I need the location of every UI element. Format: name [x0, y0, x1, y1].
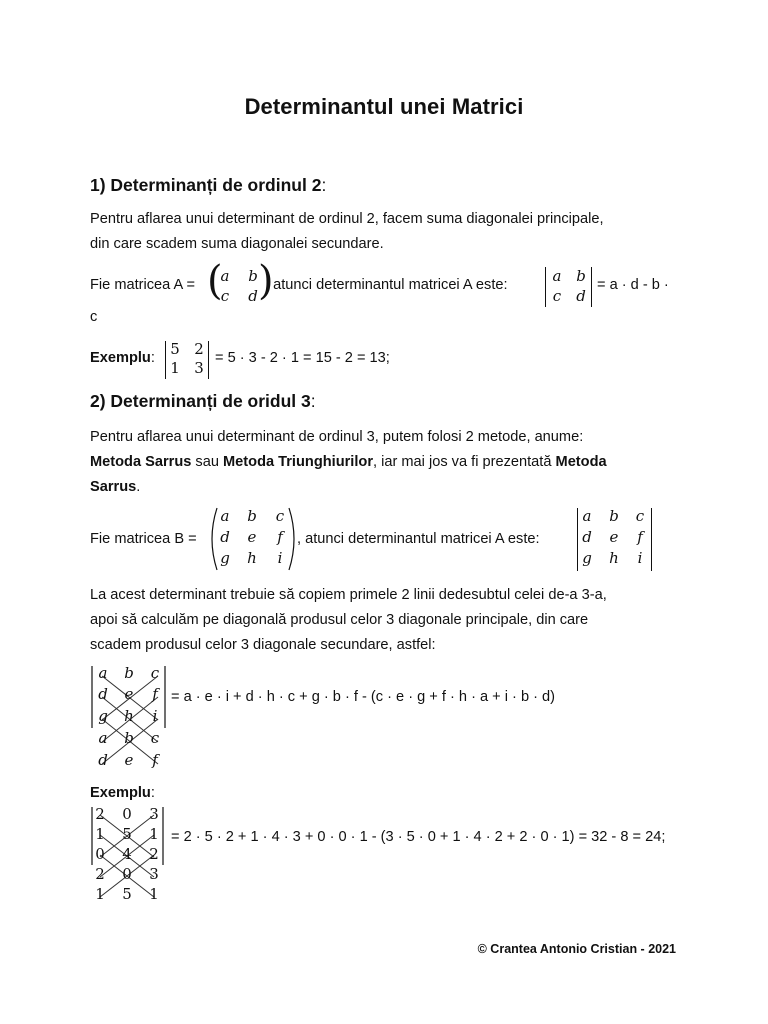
det-a-cell: a — [552, 267, 562, 285]
det-a — [543, 266, 593, 308]
det-b-cell: h — [609, 549, 619, 567]
sarrus-cell: b — [124, 729, 134, 747]
intro-text: , iar mai jos va fi prezentată — [373, 454, 556, 470]
example-1-label-text: Exemplu — [90, 350, 151, 366]
matrix-a — [207, 258, 274, 308]
sarrus-cell: d — [98, 685, 108, 703]
method-sarrus-label: Metoda Sarrus — [90, 454, 192, 470]
example-1-cell: 5 — [170, 340, 180, 358]
example-2-label-text: Exemplu — [90, 785, 151, 801]
det-b-cell: d — [582, 528, 592, 546]
example-1-result: = 5 · 3 - 2 · 1 = 15 - 2 = 13; — [215, 350, 390, 366]
example-1-label — [90, 350, 155, 366]
matrix-b-cell: i — [277, 549, 283, 567]
section-1-heading-text: 1) Determinanți de ordinul 2 — [90, 175, 322, 195]
example-2-cell: 0 — [122, 865, 132, 883]
matrix-a-left-paren: ( — [207, 258, 223, 304]
matrix-a-cell: c — [220, 287, 230, 305]
det-a-formula-wrap: c — [90, 309, 98, 325]
method-triangles-label: Metoda Triunghiurilor — [223, 454, 374, 470]
det-b-right-bar — [651, 508, 652, 571]
description-line-2: apoi să calculăm pe diagonală produsul celor 3 diagonale principale, din care — [90, 612, 589, 628]
sarrus-cell: c — [150, 729, 160, 747]
example-2-cell: 2 — [149, 845, 159, 863]
det-a-formula: = a · d - b · — [597, 277, 669, 293]
sarrus-cell: e — [124, 685, 134, 703]
matrix-a-definition — [90, 277, 195, 293]
sarrus-formula: = a · e · i + d · h · c + g · b · f - (c · e · g + f · h · a + i · b · d) — [171, 689, 556, 705]
example-2-cell: 0 — [95, 845, 105, 863]
description-line-1: La acest determinant trebuie să copiem primele 2 linii dedesubtul celei de-a 3-a, — [90, 587, 607, 603]
matrix-a-prefix: Fie matricea A = — [90, 277, 196, 293]
description-line-3: scadem produsul celor 3 diagonale secundare, astfel: — [90, 637, 436, 653]
det-b-cell: a — [582, 507, 592, 525]
section-1-heading — [90, 175, 326, 196]
det-a-cell: d — [576, 287, 586, 305]
det-b-cell: i — [637, 549, 643, 567]
matrix-a-mid-text: , atunci determinantul matricei A este: — [265, 277, 508, 293]
example-2-cell: 1 — [95, 825, 105, 843]
matrix-a-right-paren: ) — [258, 258, 274, 304]
matrix-b-cell: f — [277, 528, 283, 546]
example-2-cell: 3 — [149, 865, 159, 883]
matrix-b-cell: d — [220, 528, 230, 546]
example-2-cell: 3 — [149, 805, 159, 823]
example-2-label-colon: : — [150, 785, 155, 801]
matrix-b-prefix: Fie matricea B = — [90, 531, 197, 547]
det-b-cell: c — [635, 507, 645, 525]
sarrus-cell: b — [124, 664, 134, 682]
intro-text: sau — [191, 454, 224, 470]
intro-period: . — [136, 479, 141, 495]
example-1-right-bar — [208, 341, 209, 379]
det-b-cell: b — [609, 507, 619, 525]
matrix-b-cell: a — [220, 507, 230, 525]
page-title: Determinantul unei Matrici — [244, 94, 524, 119]
example-1-label-colon: : — [150, 350, 155, 366]
det-a-left-bar — [545, 267, 546, 307]
section-2-intro-line-3 — [90, 475, 690, 500]
example-1-cell: 1 — [170, 359, 180, 377]
matrix-b-mid-text: , atunci determinantul matricei A este: — [297, 531, 540, 547]
example-2-cell: 1 — [149, 825, 159, 843]
det-b-cell: f — [637, 528, 643, 546]
section-1-paragraph-line-1: Pentru aflarea unui determinant de ordinul 2, facem suma diagonalei principale, — [90, 211, 604, 227]
example-2-cell: 2 — [95, 865, 105, 883]
sarrus-cell: d — [98, 751, 108, 769]
example-2-cell: 0 — [122, 805, 132, 823]
matrix-a-cell: a — [220, 267, 230, 285]
det-a-cell: c — [552, 287, 562, 305]
section-2-intro-line-1: Pentru aflarea unui determinant de ordinul 3, putem folosi 2 metode, anume: — [90, 429, 584, 445]
example-1-cell: 3 — [194, 359, 204, 377]
section-2-heading-colon: : — [310, 391, 316, 411]
section-2-intro — [90, 425, 690, 500]
section-2-heading — [90, 391, 316, 412]
matrix-b-cell: e — [247, 528, 257, 546]
method-word: Metoda — [555, 454, 607, 470]
section-2-heading-text: 2) Determinanți de oridul 3 — [90, 391, 311, 411]
sarrus-cell: f — [152, 685, 158, 703]
det-a-right-bar — [591, 267, 592, 307]
det-b-cell: g — [582, 549, 592, 567]
matrix-b-cell: c — [275, 507, 285, 525]
sarrus-cell: a — [98, 729, 108, 747]
section-1-paragraph-line-2: din care scadem suma diagonalei secundare. — [90, 236, 384, 252]
matrix-b-cell: h — [247, 549, 257, 567]
section-2-description — [90, 583, 690, 658]
det-a-cell: b — [576, 267, 586, 285]
section-1-heading-colon: : — [321, 175, 327, 195]
sarrus-cell: g — [98, 707, 108, 725]
matrix-b-cell: b — [247, 507, 257, 525]
example-2-scheme — [90, 805, 170, 905]
example-1-det — [163, 340, 211, 380]
matrix-a-cell: b — [248, 267, 258, 285]
sarrus-word: Sarrus — [90, 479, 137, 495]
copyright-footer: © Crantea Antonio Cristian - 2021 — [477, 942, 676, 956]
example-2-cell: 2 — [95, 805, 105, 823]
sarrus-cell: a — [98, 664, 108, 682]
matrix-b — [207, 506, 299, 572]
det-b — [575, 507, 655, 573]
det-b-cell: e — [609, 528, 619, 546]
example-1-cell: 2 — [194, 340, 204, 358]
sarrus-cell: f — [152, 751, 158, 769]
section-2-intro-line-2 — [90, 450, 690, 475]
example-2-cell: 5 — [122, 885, 132, 903]
matrix-a-cell: d — [248, 287, 258, 305]
sarrus-scheme — [90, 664, 170, 774]
sarrus-cell: h — [124, 707, 134, 725]
example-2-result: = 2 · 5 · 2 + 1 · 4 · 3 + 0 · 0 · 1 - (3 · 5 · 0 + 1 · 4 · 2 + 2 · 0 · 1) = 32 - 8 = 24; — [171, 829, 666, 845]
example-2-label — [90, 785, 155, 801]
section-1-paragraph — [90, 207, 690, 257]
sarrus-cell: i — [152, 707, 158, 725]
matrix-b-cell: g — [220, 549, 230, 567]
example-2-cell: 5 — [122, 825, 132, 843]
sarrus-cell: e — [124, 751, 134, 769]
example-2-cell: 1 — [95, 885, 105, 903]
example-2-cell: 1 — [149, 885, 159, 903]
sarrus-cell: c — [150, 664, 160, 682]
example-2-cell: 4 — [122, 845, 132, 863]
